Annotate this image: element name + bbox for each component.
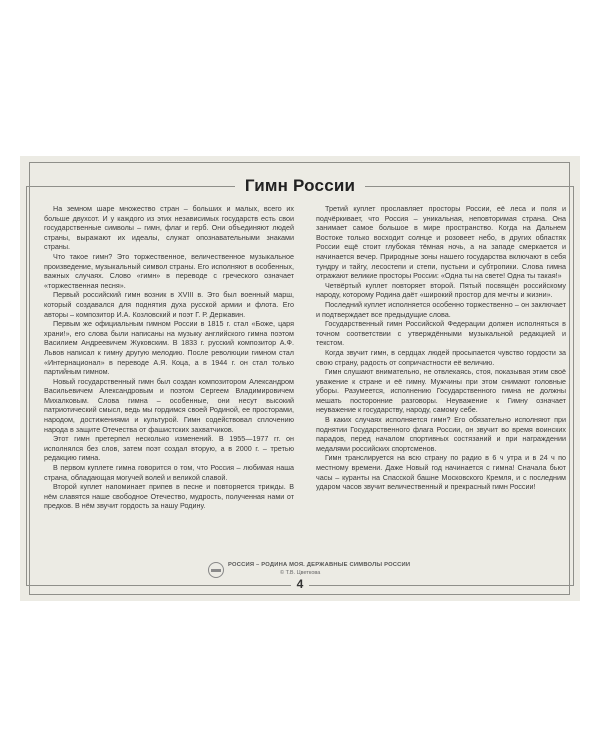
paragraph: Когда звучит гимн, в сердцах людей просыпается чувство гордости за свою страну, радость от сопричастности её величию.: [316, 347, 566, 367]
paragraph: Гимн слушают внимательно, не отвлекаясь, стоя, показывая этим своё уважение к стране и её гимну. Мужчины при этом снимают головные уборы. Разумеется, исполнению Государственного гимна не должны мешать посторонние разговоры. Неуважение к Гимну означает неуважение к государству, народу, самому себе.: [316, 367, 566, 415]
publisher-logo-icon: [208, 562, 224, 578]
paragraph: Что такое гимн? Это торжественное, величественное музыкальное произведение, музыкальный символ страны. Его исполняют в особенных, важных случаях. Слово «гимн» в переводе с греческого означает «торжественная песня».: [44, 251, 294, 290]
paragraph: Государственный гимн Российской Федерации должен исполняться в точном соответствии с утверждёнными музыкальной редакцией и текстом.: [316, 319, 566, 348]
paragraph: Первым же официальным гимном России в 1815 г. стал «Боже, царя храни!», его слова были написаны на музыку английского гимна поэтом Василием Андреевичем Жуковским. В 1833 г. русский композитор А.Ф. Львов написал к гимну другую мелодию. После революции гимном стал «Интернационал» в переводе А.Я. Коца, а в 1944 г. он стал только партийным гимном.: [44, 319, 294, 377]
book-page: [20, 156, 580, 601]
page-number: 4: [20, 577, 580, 591]
paragraph: Четвёртый куплет повторяет второй. Пятый посвящён российскому народу, которому Родина даёт «широкий простор для мечты и жизни».: [316, 280, 566, 300]
paragraph: Первый российский гимн возник в XVIII в. Это был военный марш, который создавался для поднятия духа русской армии и флота. Его авторы – композитор И.А. Козловский и поэт Г. Р. Державин.: [44, 290, 294, 319]
right-column: [316, 204, 566, 492]
paragraph: Гимн транслируется на всю страну по радио в 6 ч утра и в 24 ч по местному времени. Даже Новый год начинается с гимна! Сначала бьют часы – куранты на Спасской башне Московского Кремля, и с последним ударом часов звучит величественный и прекрасный гимн России!: [316, 453, 566, 492]
paragraph: Второй куплет напоминает припев в песне и повторяется трижды. В нём славятся наше свободное Отечество, мудрость, полученная нами от предков. В нём звучит гордость за нашу Родину.: [44, 482, 294, 511]
author-credit: © Т.В. Цветкова: [280, 570, 321, 576]
left-column: [44, 204, 294, 511]
series-title: РОССИЯ – РОДИНА МОЯ. ДЕРЖАВНЫЕ СИМВОЛЫ РОССИИ: [228, 562, 411, 568]
paragraph: Этот гимн претерпел несколько изменений. В 1955—1977 гг. он исполнялся без слов, затем поэт создал вторую, а в 2000 г. – третью редакцию гимна.: [44, 434, 294, 463]
paragraph: В каких случаях исполняется гимн? Его обязательно исполняют при поднятии Государственного флага России, он звучит во время воинских парадов, перед началом спортивных состязаний и при награждении медалями российских спортсменов.: [316, 415, 566, 453]
paragraph: В первом куплете гимна говорится о том, что Россия – любимая наша страна, обладающая могучей волей и великой славой.: [44, 463, 294, 482]
page-title: Гимн России: [20, 176, 580, 196]
paragraph: Последний куплет исполняется особенно торжественно – он заключает и подтверждает все предыдущие слова.: [316, 299, 566, 319]
paragraph: Новый государственный гимн был создан композитором Александром Васильевичем Александровым и поэтом Сергеем Владимировичем Михалковым. Слова гимна – особенные, они несут высокий патриотический смысл, ведь мы гордимся своей Родиной, ее просторами, народом, достижениями и культурой. Гимн содействовал сплочению народа в защите Отечества от фашистских захватчиков.: [44, 376, 294, 434]
paragraph: Третий куплет прославляет просторы России, её леса и поля и подчёркивает, что Россия – уникальная, неповторимая страна. Она занимает самое большое в мире пространство. Когда на Дальнем Востоке только восходит солнце и розовеет небо, в других областях России ещё стоит глубокая тёмная ночь, а на западе смеркается и начинается вечер. Природные зоны нашего государства включают в себя тундру и тайгу, лесостепи и степи, пустыни и субтропики. Слова гимна отражают великие просторы России: «Одна ты на свете! Одна ты такая!»: [316, 204, 566, 281]
paragraph: На земном шаре множество стран – больших и малых, всего их больше двухсот. И у каждого из этих независимых государств есть свои государственные символы – гимн, флаг и герб. Они объединяют людей страны, выражают их идеалы, служат опознавательными знаками страны.: [44, 204, 294, 252]
page-footer: [20, 556, 580, 591]
